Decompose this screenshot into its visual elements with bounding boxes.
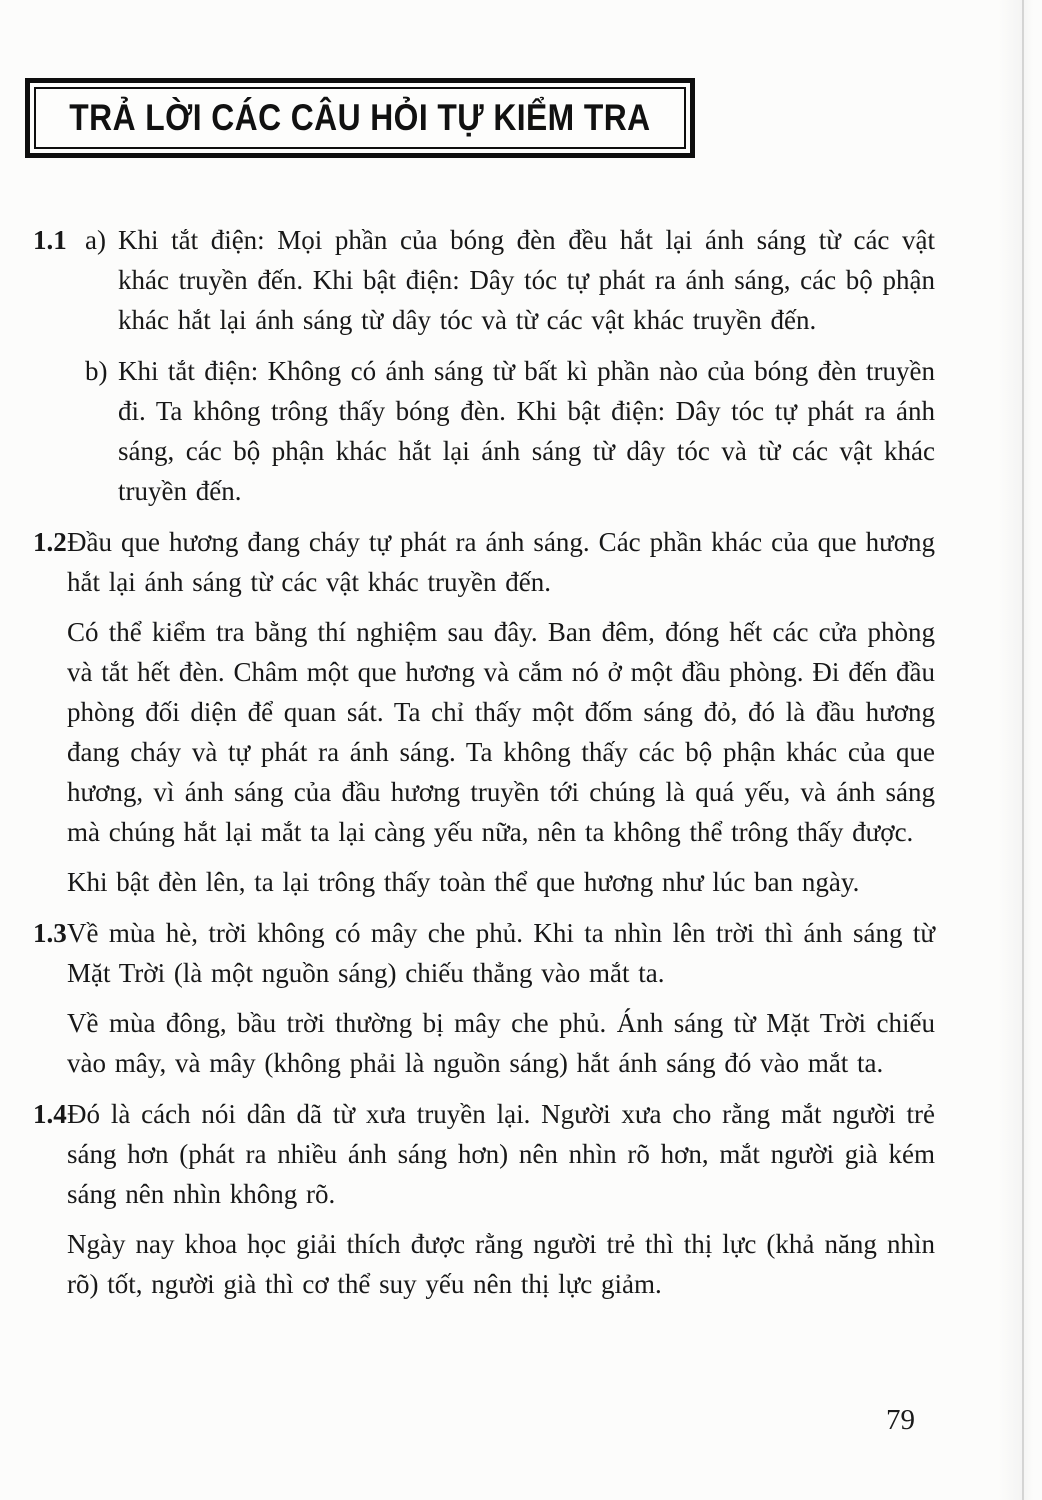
answer-part-b (85, 351, 935, 511)
answer-paragraph: Đầu que hương đang cháy tự phát ra ánh sáng. Các phần khác của que hương hắt lại ánh sáng từ các vật khác truyền đến. (67, 527, 935, 597)
item-body (67, 522, 935, 902)
answer-paragraph: Về mùa đông, bầu trời thường bị mây che phủ. Ánh sáng từ Mặt Trời chiếu vào mây, và mây (không phải là nguồn sáng) hắt ánh sáng đó vào mắt ta. (67, 1008, 935, 1078)
item-number: 1.4 (33, 1099, 67, 1129)
scan-edge-line (1022, 0, 1024, 1500)
answer-paragraph: Khi bật đèn lên, ta lại trông thấy toàn thể que hương như lúc ban ngày. (67, 867, 860, 897)
scan-edge-shade (998, 0, 1042, 1500)
answer-paragraph: Khi tắt điện: Mọi phần của bóng đèn đều hắt lại ánh sáng từ các vật khác truyền đến. Khi bật điện: Dây tóc tự phát ra ánh sáng, các bộ phận khác hắt lại ánh sáng từ dây tóc và từ các vật khác truyền đến. (118, 225, 935, 335)
answer-item-1-2 (33, 522, 935, 902)
title-box (25, 78, 695, 158)
answer-paragraph: Về mùa hè, trời không có mây che phủ. Khi ta nhìn lên trời thì ánh sáng từ Mặt Trời (là một nguồn sáng) chiếu thẳng vào mắt ta. (67, 918, 935, 988)
sub-marker: b) (85, 356, 108, 386)
page-number: 79 (886, 1404, 915, 1436)
item-body (67, 913, 935, 1083)
item-body (85, 220, 935, 511)
answer-paragraph: Ngày nay khoa học giải thích được rằng người trẻ thì thị lực (khả năng nhìn rõ) tốt, người già thì cơ thể suy yếu nên thị lực giảm. (67, 1229, 935, 1299)
sub-body (118, 220, 935, 340)
sub-marker: a) (85, 225, 106, 255)
answer-paragraph: Đó là cách nói dân dã từ xưa truyền lại. Người xưa cho rằng mắt người trẻ sáng hơn (phát ra nhiều ánh sáng hơn) nên nhìn rõ hơn, mắt người già kém sáng nên nhìn không rõ. (67, 1099, 935, 1209)
title-box-inner-border (34, 87, 686, 149)
item-number: 1.2 (33, 527, 67, 557)
answer-item-1-1 (33, 220, 935, 511)
answer-item-1-4 (33, 1094, 935, 1304)
answer-part-a (85, 220, 935, 340)
sub-body (118, 351, 935, 511)
item-body (67, 1094, 935, 1304)
answer-item-1-3 (33, 913, 935, 1083)
page-title: TRẢ LỜI CÁC CÂU HỎI TỰ KIỂM TRA (69, 97, 651, 138)
answers-list (33, 220, 935, 1315)
answer-paragraph: Khi tắt điện: Không có ánh sáng từ bất kì phần nào của bóng đèn truyền đi. Ta không trông thấy bóng đèn. Khi bật điện: Dây tóc tự phát ra ánh sáng, các bộ phận khác hắt lại ánh sáng từ dây tóc và từ các vật khác truyền đến. (118, 356, 935, 506)
item-number: 1.3 (33, 918, 67, 948)
answer-paragraph: Có thể kiểm tra bằng thí nghiệm sau đây. Ban đêm, đóng hết các cửa phòng và tắt hết đèn. Châm một que hương và cắm nó ở một đầu phòng. Đi đến đầu phòng đối diện để quan sát. Ta chỉ thấy một đốm sáng đỏ, đó là đầu hương đang cháy và tự phát ra ánh sáng. Ta không thấy các bộ phận khác của que hương, vì ánh sáng của đầu hương truyền tới chúng là quá yếu, và ánh sáng mà chúng hắt lại mắt ta lại càng yếu nữa, nên ta không thể trông thấy được. (67, 617, 935, 847)
item-number: 1.1 (33, 225, 67, 255)
